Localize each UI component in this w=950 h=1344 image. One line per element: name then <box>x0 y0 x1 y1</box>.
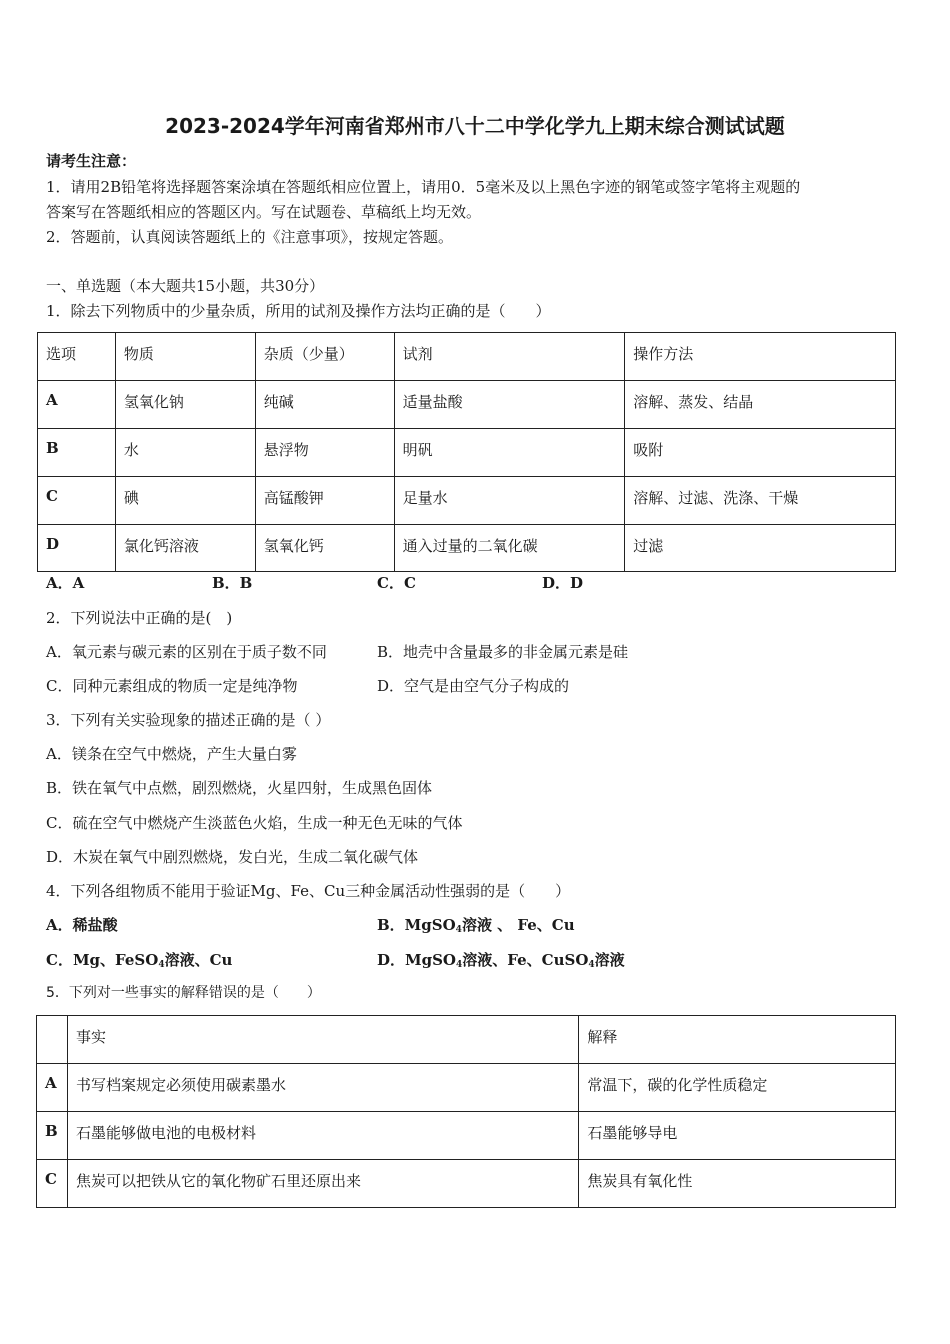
table-cell: 焦炭可以把铁从它的氧化物矿石里还原出来 <box>67 1160 578 1208</box>
q5-stem: 5．下列对一些事实的解释错误的是（ ） <box>46 985 321 1001</box>
q2-option-a: A．氧元素与碳元素的区别在于质子数不同 <box>46 643 327 661</box>
table-cell: 高锰酸钾 <box>255 477 394 525</box>
table-header-cell: 杂质（少量） <box>255 333 394 381</box>
table-header-cell: 物质 <box>115 333 255 381</box>
table-header-cell: 选项 <box>38 333 116 381</box>
table-cell: 溶解、过滤、洗涤、干燥 <box>625 477 896 525</box>
q4-option-c-text: C．Mg、FeSO <box>46 951 159 969</box>
q2-option-d: D．空气是由空气分子构成的 <box>377 677 570 695</box>
notice-line-2: 2．答题前，认真阅读答题纸上的《注意事项》，按规定答题。 <box>46 228 454 246</box>
table-row <box>37 1064 896 1112</box>
q4-option-c-subscript: 4 <box>158 960 165 970</box>
table-cell: 氯化钙溶液 <box>115 525 255 572</box>
table-header-cell <box>37 1016 68 1064</box>
table-row <box>37 1160 896 1208</box>
table-cell: 氢氧化钠 <box>115 381 255 429</box>
notice-line-1b: 答案写在答题纸相应的答题区内。写在试题卷、草稿纸上均无效。 <box>46 203 482 221</box>
q1-option-c: C．C <box>377 574 416 592</box>
q4-option-d <box>377 950 625 975</box>
q4-option-b-text-end: 溶液 、 Fe、Cu <box>461 916 575 934</box>
table-cell: 常温下，碳的化学性质稳定 <box>579 1064 896 1112</box>
q3-option-b: B．铁在氧气中点燃，剧烈燃烧，火星四射，生成黑色固体 <box>46 779 433 797</box>
q2-stem: 2．下列说法中正确的是( ) <box>46 609 233 627</box>
table-cell: 悬浮物 <box>255 429 394 477</box>
table-cell: 石墨能够导电 <box>579 1112 896 1160</box>
table-row <box>38 477 896 525</box>
page-title: 2023-2024学年河南省郑州市八十二中学化学九上期末综合测试试题 <box>165 114 785 138</box>
table-header-cell: 操作方法 <box>625 333 896 381</box>
q4-option-d-text-end: 溶液 <box>594 951 625 969</box>
table-cell: 水 <box>115 429 255 477</box>
table-cell: 溶解、蒸发、结晶 <box>625 381 896 429</box>
q4-option-b <box>377 915 575 940</box>
q3-option-c: C．硫在空气中燃烧产生淡蓝色火焰，生成一种无色无味的气体 <box>46 814 463 832</box>
table-cell: 通入过量的二氧化碳 <box>394 525 625 572</box>
q4-option-d-subscript: 4 <box>456 960 463 970</box>
q3-option-a: A．镁条在空气中燃烧，产生大量白雾 <box>46 745 297 763</box>
table-header-row <box>37 1016 896 1064</box>
q5-table <box>36 1015 896 1208</box>
q4-option-d-subscript-2: 4 <box>588 960 595 970</box>
notice-line-1: 1．请用2B铅笔将选择题答案涂填在答题纸相应位置上，请用0．5毫米及以上黑色字迹的钢笔或签字笔将主观题的 <box>46 178 801 196</box>
q4-option-c <box>46 950 232 975</box>
table-cell: 碘 <box>115 477 255 525</box>
table-cell: 明矾 <box>394 429 625 477</box>
table-cell: A <box>38 381 116 429</box>
q1-option-d: D．D <box>542 574 584 592</box>
table-cell: B <box>38 429 116 477</box>
table-cell: 适量盐酸 <box>394 381 625 429</box>
q4-option-a: A．稀盐酸 <box>46 916 118 934</box>
table-row <box>38 525 896 572</box>
q1-option-a: A．A <box>46 574 85 592</box>
q1-stem: 1．除去下列物质中的少量杂质，所用的试剂及操作方法均正确的是（ ） <box>46 302 551 320</box>
q4-option-b-subscript: 4 <box>455 925 462 935</box>
q4-option-d-text-mid: 溶液、Fe、CuSO <box>462 951 589 969</box>
table-cell: 石墨能够做电池的电极材料 <box>67 1112 578 1160</box>
table-cell: 书写档案规定必须使用碳素墨水 <box>67 1064 578 1112</box>
q2-option-b: B．地壳中含量最多的非金属元素是硅 <box>377 643 629 661</box>
table-cell: C <box>38 477 116 525</box>
table-cell: 纯碱 <box>255 381 394 429</box>
q4-stem: 4．下列各组物质不能用于验证Mg、Fe、Cu三种金属活动性强弱的是（ ） <box>46 882 571 900</box>
q2-option-c: C．同种元素组成的物质一定是纯净物 <box>46 677 298 695</box>
table-header-cell: 解释 <box>579 1016 896 1064</box>
q1-table <box>37 332 896 572</box>
table-row <box>38 429 896 477</box>
table-cell: B <box>37 1112 68 1160</box>
table-cell: 过滤 <box>625 525 896 572</box>
q1-option-b: B．B <box>212 574 253 592</box>
q3-stem: 3．下列有关实验现象的描述正确的是（ ） <box>46 711 331 729</box>
table-cell: 焦炭具有氧化性 <box>579 1160 896 1208</box>
table-row <box>37 1112 896 1160</box>
table-header-cell: 事实 <box>67 1016 578 1064</box>
table-cell: D <box>38 525 116 572</box>
table-cell: C <box>37 1160 68 1208</box>
q3-option-d: D．木炭在氧气中剧烈燃烧，发白光，生成二氧化碳气体 <box>46 848 419 866</box>
table-header-cell: 试剂 <box>394 333 625 381</box>
q4-option-c-text-end: 溶液、Cu <box>164 951 233 969</box>
table-cell: 氢氧化钙 <box>255 525 394 572</box>
section-heading: 一、单选题（本大题共15小题，共30分） <box>46 277 325 295</box>
notice-header: 请考生注意： <box>46 152 137 170</box>
table-row <box>38 381 896 429</box>
q4-option-b-text: B．MgSO <box>377 916 456 934</box>
table-header-row <box>38 333 896 381</box>
q4-option-d-text: D．MgSO <box>377 951 456 969</box>
table-cell: 吸附 <box>625 429 896 477</box>
table-cell: A <box>37 1064 68 1112</box>
table-cell: 足量水 <box>394 477 625 525</box>
